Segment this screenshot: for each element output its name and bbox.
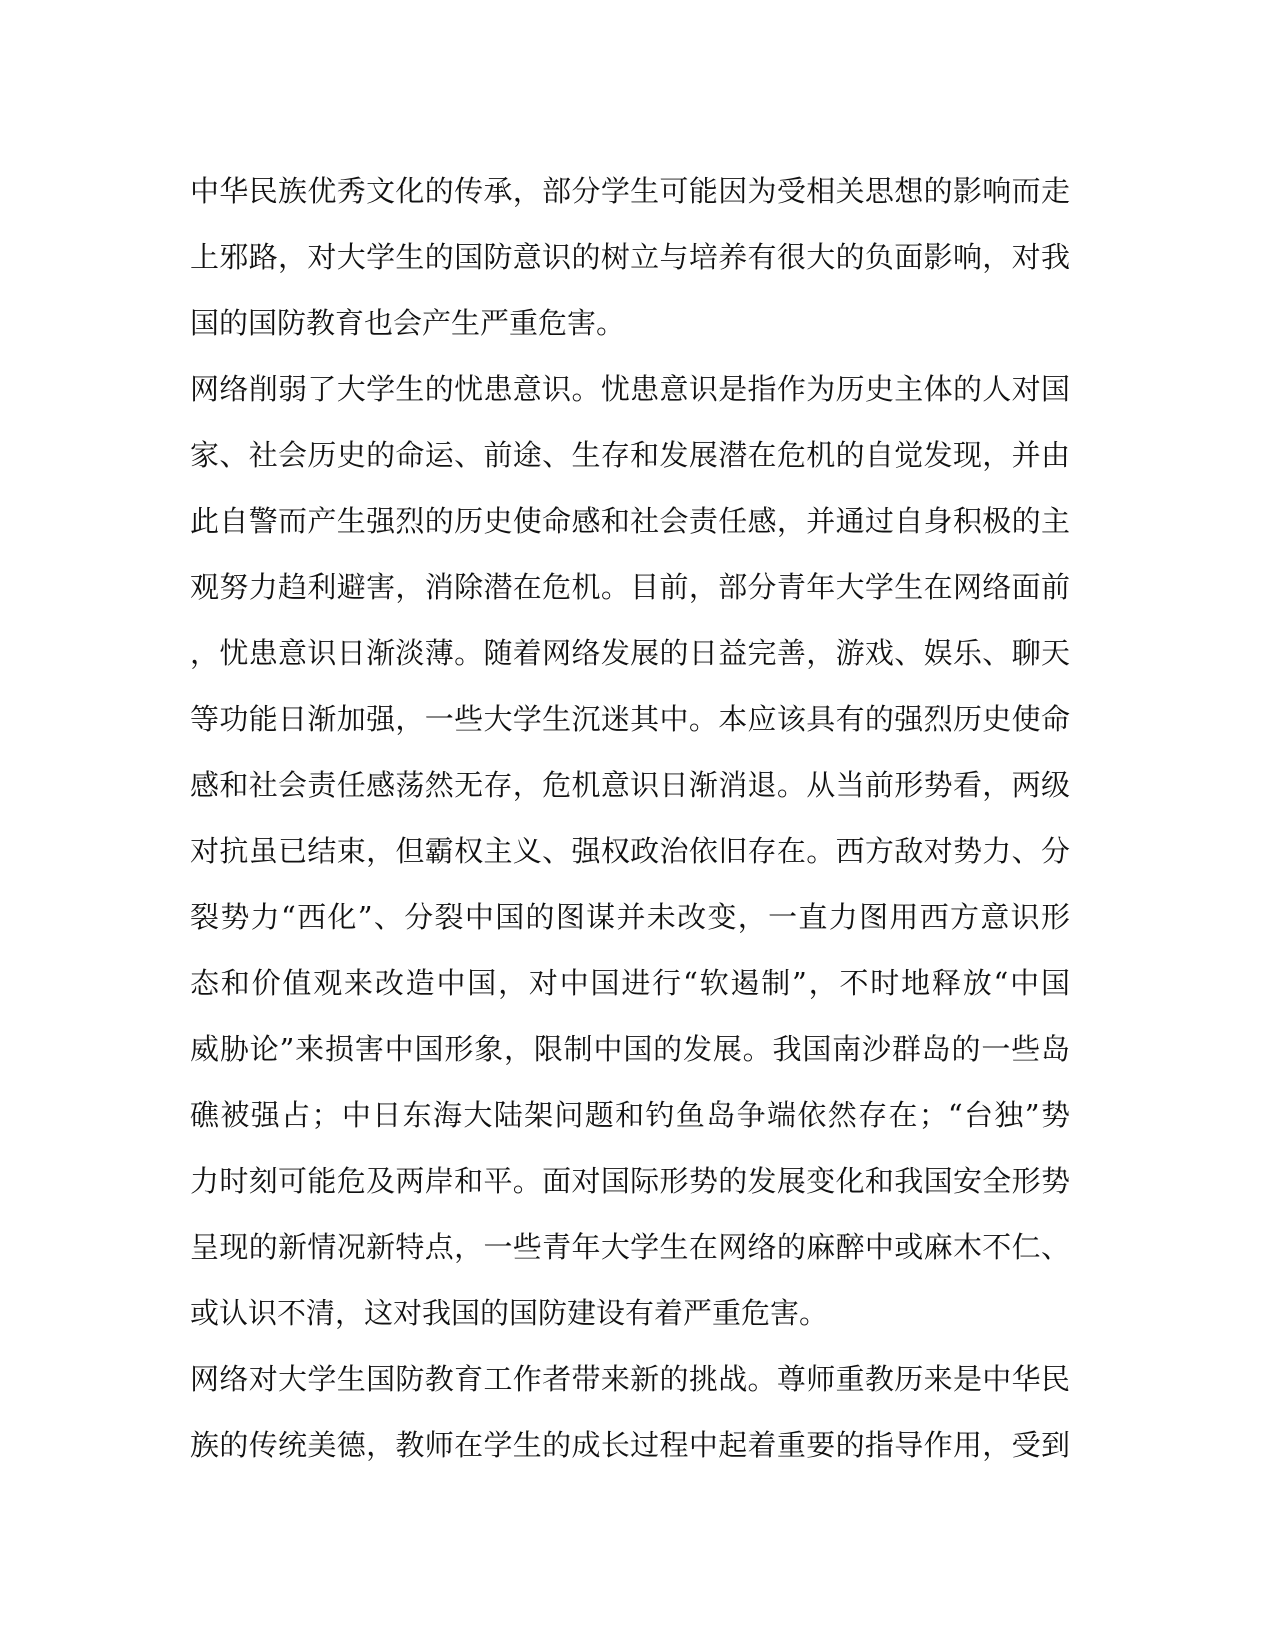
- text-line: 感和社会责任感荡然无存，危机意识日渐消退。从当前形势看，两级: [190, 768, 1070, 802]
- text-line: 观努力趋利避害，消除潜在危机。目前，部分青年大学生在网络面前: [190, 570, 1070, 604]
- paragraph-1: [190, 158, 1070, 356]
- text-line: 呈现的新情况新特点，一些青年大学生在网络的麻醉中或麻木不仁、: [190, 1230, 1070, 1264]
- text-line: 或认识不清，这对我国的国防建设有着严重危害。: [190, 1296, 829, 1330]
- text-line: 此自警而产生强烈的历史使命感和社会责任感，并通过自身积极的主: [190, 504, 1070, 538]
- document-body: [190, 158, 1070, 1478]
- text-line: 网络对大学生国防教育工作者带来新的挑战。尊师重教历来是中华民: [190, 1362, 1070, 1396]
- text-line: 网络削弱了大学生的忧患意识。忧患意识是指作为历史主体的人对国: [190, 372, 1070, 406]
- text-line: 上邪路，对大学生的国防意识的树立与培养有很大的负面影响，对我: [190, 240, 1070, 274]
- text-line: 态和价值观来改造中国，对中国进行“软遏制”，不时地释放“中国: [190, 966, 1070, 1000]
- paragraph-3: [190, 1346, 1070, 1478]
- paragraph-2: [190, 356, 1070, 1346]
- text-line: 对抗虽已结束，但霸权主义、强权政治依旧存在。西方敌对势力、分: [190, 834, 1070, 868]
- text-line: ，忧患意识日渐淡薄。随着网络发展的日益完善，游戏、娱乐、聊天: [190, 636, 1070, 670]
- text-line: 力时刻可能危及两岸和平。面对国际形势的发展变化和我国安全形势: [190, 1164, 1070, 1198]
- text-line: 礁被强占；中日东海大陆架问题和钓鱼岛争端依然存在；“台独”势: [190, 1098, 1070, 1132]
- text-line: 家、社会历史的命运、前途、生存和发展潜在危机的自觉发现，并由: [190, 438, 1070, 472]
- text-line: 国的国防教育也会产生严重危害。: [190, 306, 626, 340]
- text-line: 威胁论”来损害中国形象，限制中国的发展。我国南沙群岛的一些岛: [190, 1032, 1070, 1066]
- text-line: 族的传统美德，教师在学生的成长过程中起着重要的指导作用，受到: [190, 1428, 1070, 1462]
- text-line: 中华民族优秀文化的传承，部分学生可能因为受相关思想的影响而走: [190, 174, 1070, 208]
- text-line: 裂势力“西化”、分裂中国的图谋并未改变，一直力图用西方意识形: [190, 900, 1070, 934]
- text-line: 等功能日渐加强，一些大学生沉迷其中。本应该具有的强烈历史使命: [190, 702, 1070, 736]
